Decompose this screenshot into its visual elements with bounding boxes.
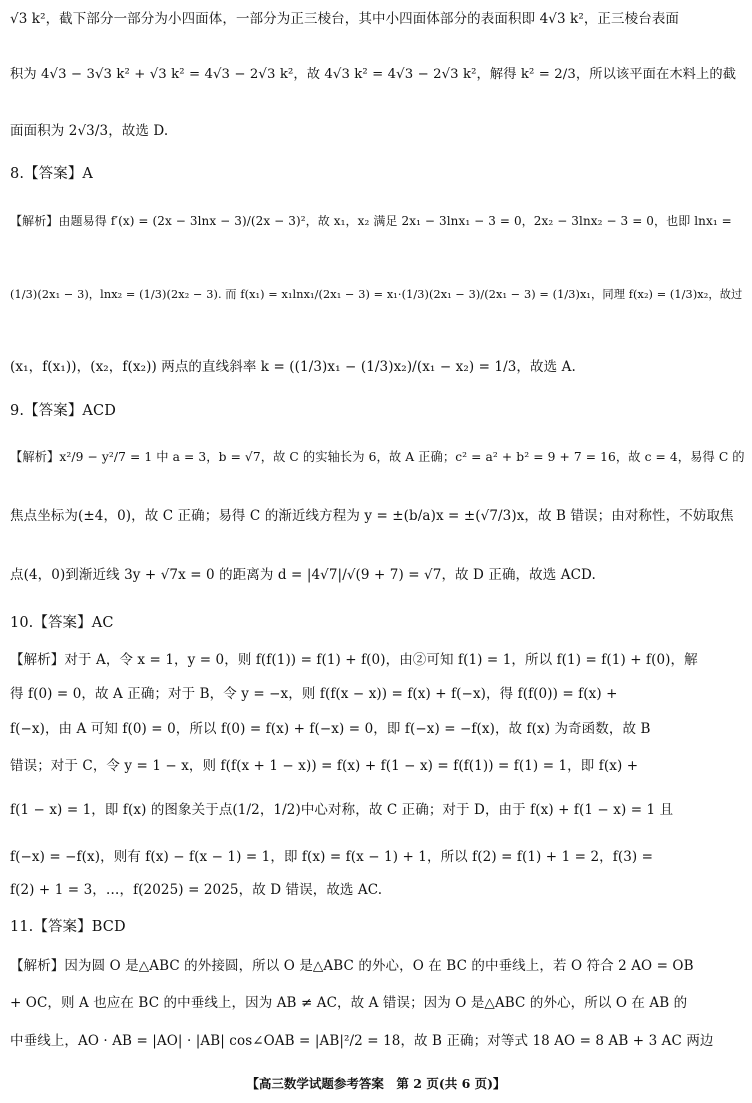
question-9-answer: 9.【答案】ACD (10, 403, 116, 419)
text-line: 【解析】对于 A，令 x = 1，y = 0，则 f(f(1)) = f(1) + f(0)，由②可知 f(1) = 1，所以 f(1) = f(1) + f(0)，解 (10, 652, 698, 668)
text-line: 得 f(0) = 0，故 A 正确；对于 B，令 y = −x，则 f(f(x − x)) = f(x) + f(−x)，得 f(f(0)) = f(x) + (10, 686, 618, 702)
text-line: √3 k²，截下部分一部分为小四面体，一部分为正三棱台，其中小四面体部分的表面积即 4√3 k²，正三棱台表面 (10, 11, 680, 27)
text-line: f(1 − x) = 1，即 f(x) 的图象关于点(1/2，1/2)中心对称，故 C 正确；对于 D，由于 f(x) + f(1 − x) = 1 且 (10, 802, 674, 818)
question-8-answer: 8.【答案】A (10, 166, 94, 182)
text-line: f(−x) = −f(x)，则有 f(x) − f(x − 1) = 1，即 f(x) = f(x − 1) + 1，所以 f(2) = f(1) + 1 = 2，f(3) = (10, 849, 654, 865)
text-line: 【解析】由题易得 f′(x) = (2x − 3lnx − 3)/(2x − 3)²，故 x₁，x₂ 满足 2x₁ − 3lnx₁ − 3 = 0，2x₂ − 3lnx₂ − 3 = 0，也即 lnx₁ = (10, 214, 732, 228)
question-11-answer: 11.【答案】BCD (10, 919, 126, 935)
text-line: 面面积为 2√3/3，故选 D. (10, 123, 169, 139)
text-line: 【解析】因为圆 O 是△ABC 的外接圆，所以 O 是△ABC 的外心，O 在 BC 的中垂线上，若 O 符合 2 AO = OB (10, 958, 694, 974)
text-line: 积为 4√3 − 3√3 k² + √3 k² = 4√3 − 2√3 k²，故 4√3 k² = 4√3 − 2√3 k²，解得 k² = 2/3，所以该平面在木料上的截 (10, 67, 737, 82)
text-line: 【解析】x²/9 − y²/7 = 1 中 a = 3，b = √7，故 C 的实轴长为 6，故 A 正确；c² = a² + b² = 9 + 7 = 16，故 c = 4，易得 C 的 (10, 450, 745, 464)
text-line: 中垂线上，AO · AB = |AO| · |AB| cos∠OAB = |AB|²/2 = 18，故 B 正确；对等式 18 AO = 8 AB + 3 AC 两边 (10, 1033, 714, 1049)
text-line: (x₁，f(x₁))，(x₂，f(x₂)) 两点的直线斜率 k = ((1/3)x₁ − (1/3)x₂)/(x₁ − x₂) = 1/3，故选 A. (10, 359, 576, 375)
text-line: 焦点坐标为(±4，0)，故 C 正确；易得 C 的渐近线方程为 y = ±(b/a)x = ±(√7/3)x，故 B 错误；由对称性，不妨取焦 (10, 508, 734, 524)
text-line: 点(4，0)到渐近线 3y + √7x = 0 的距离为 d = |4√7|/√(9 + 7) = √7，故 D 正确，故选 ACD. (10, 567, 596, 583)
page-footer: 【高三数学试题参考答案 第 2 页(共 6 页)】 (246, 1076, 506, 1091)
text-line: (1/3)(2x₁ − 3)，lnx₂ = (1/3)(2x₂ − 3). 而 f(x₁) = x₁lnx₁/(2x₁ − 3) = x₁·(1/3)(2x₁ − 3)/(2x₁ − 3) = (1/3)x₁，同理 f(x₂) = (1/3)x₂，故过 (10, 288, 743, 301)
text-line: f(−x)，由 A 可知 f(0) = 0，所以 f(0) = f(x) + f(−x) = 0，即 f(−x) = −f(x)，故 f(x) 为奇函数，故 B (10, 721, 651, 737)
question-10-answer: 10.【答案】AC (10, 615, 114, 631)
text-line: + OC，则 A 也应在 BC 的中垂线上，因为 AB ≠ AC，故 A 错误；因为 O 是△ABC 的外心，所以 O 在 AB 的 (10, 995, 688, 1011)
text-line: 错误；对于 C，令 y = 1 − x，则 f(f(x + 1 − x)) = f(x) + f(1 − x) = f(f(1)) = f(1) = 1，即 f(x) + (10, 758, 639, 774)
text-line: f(2) + 1 = 3，…，f(2025) = 2025，故 D 错误，故选 AC. (10, 882, 383, 898)
